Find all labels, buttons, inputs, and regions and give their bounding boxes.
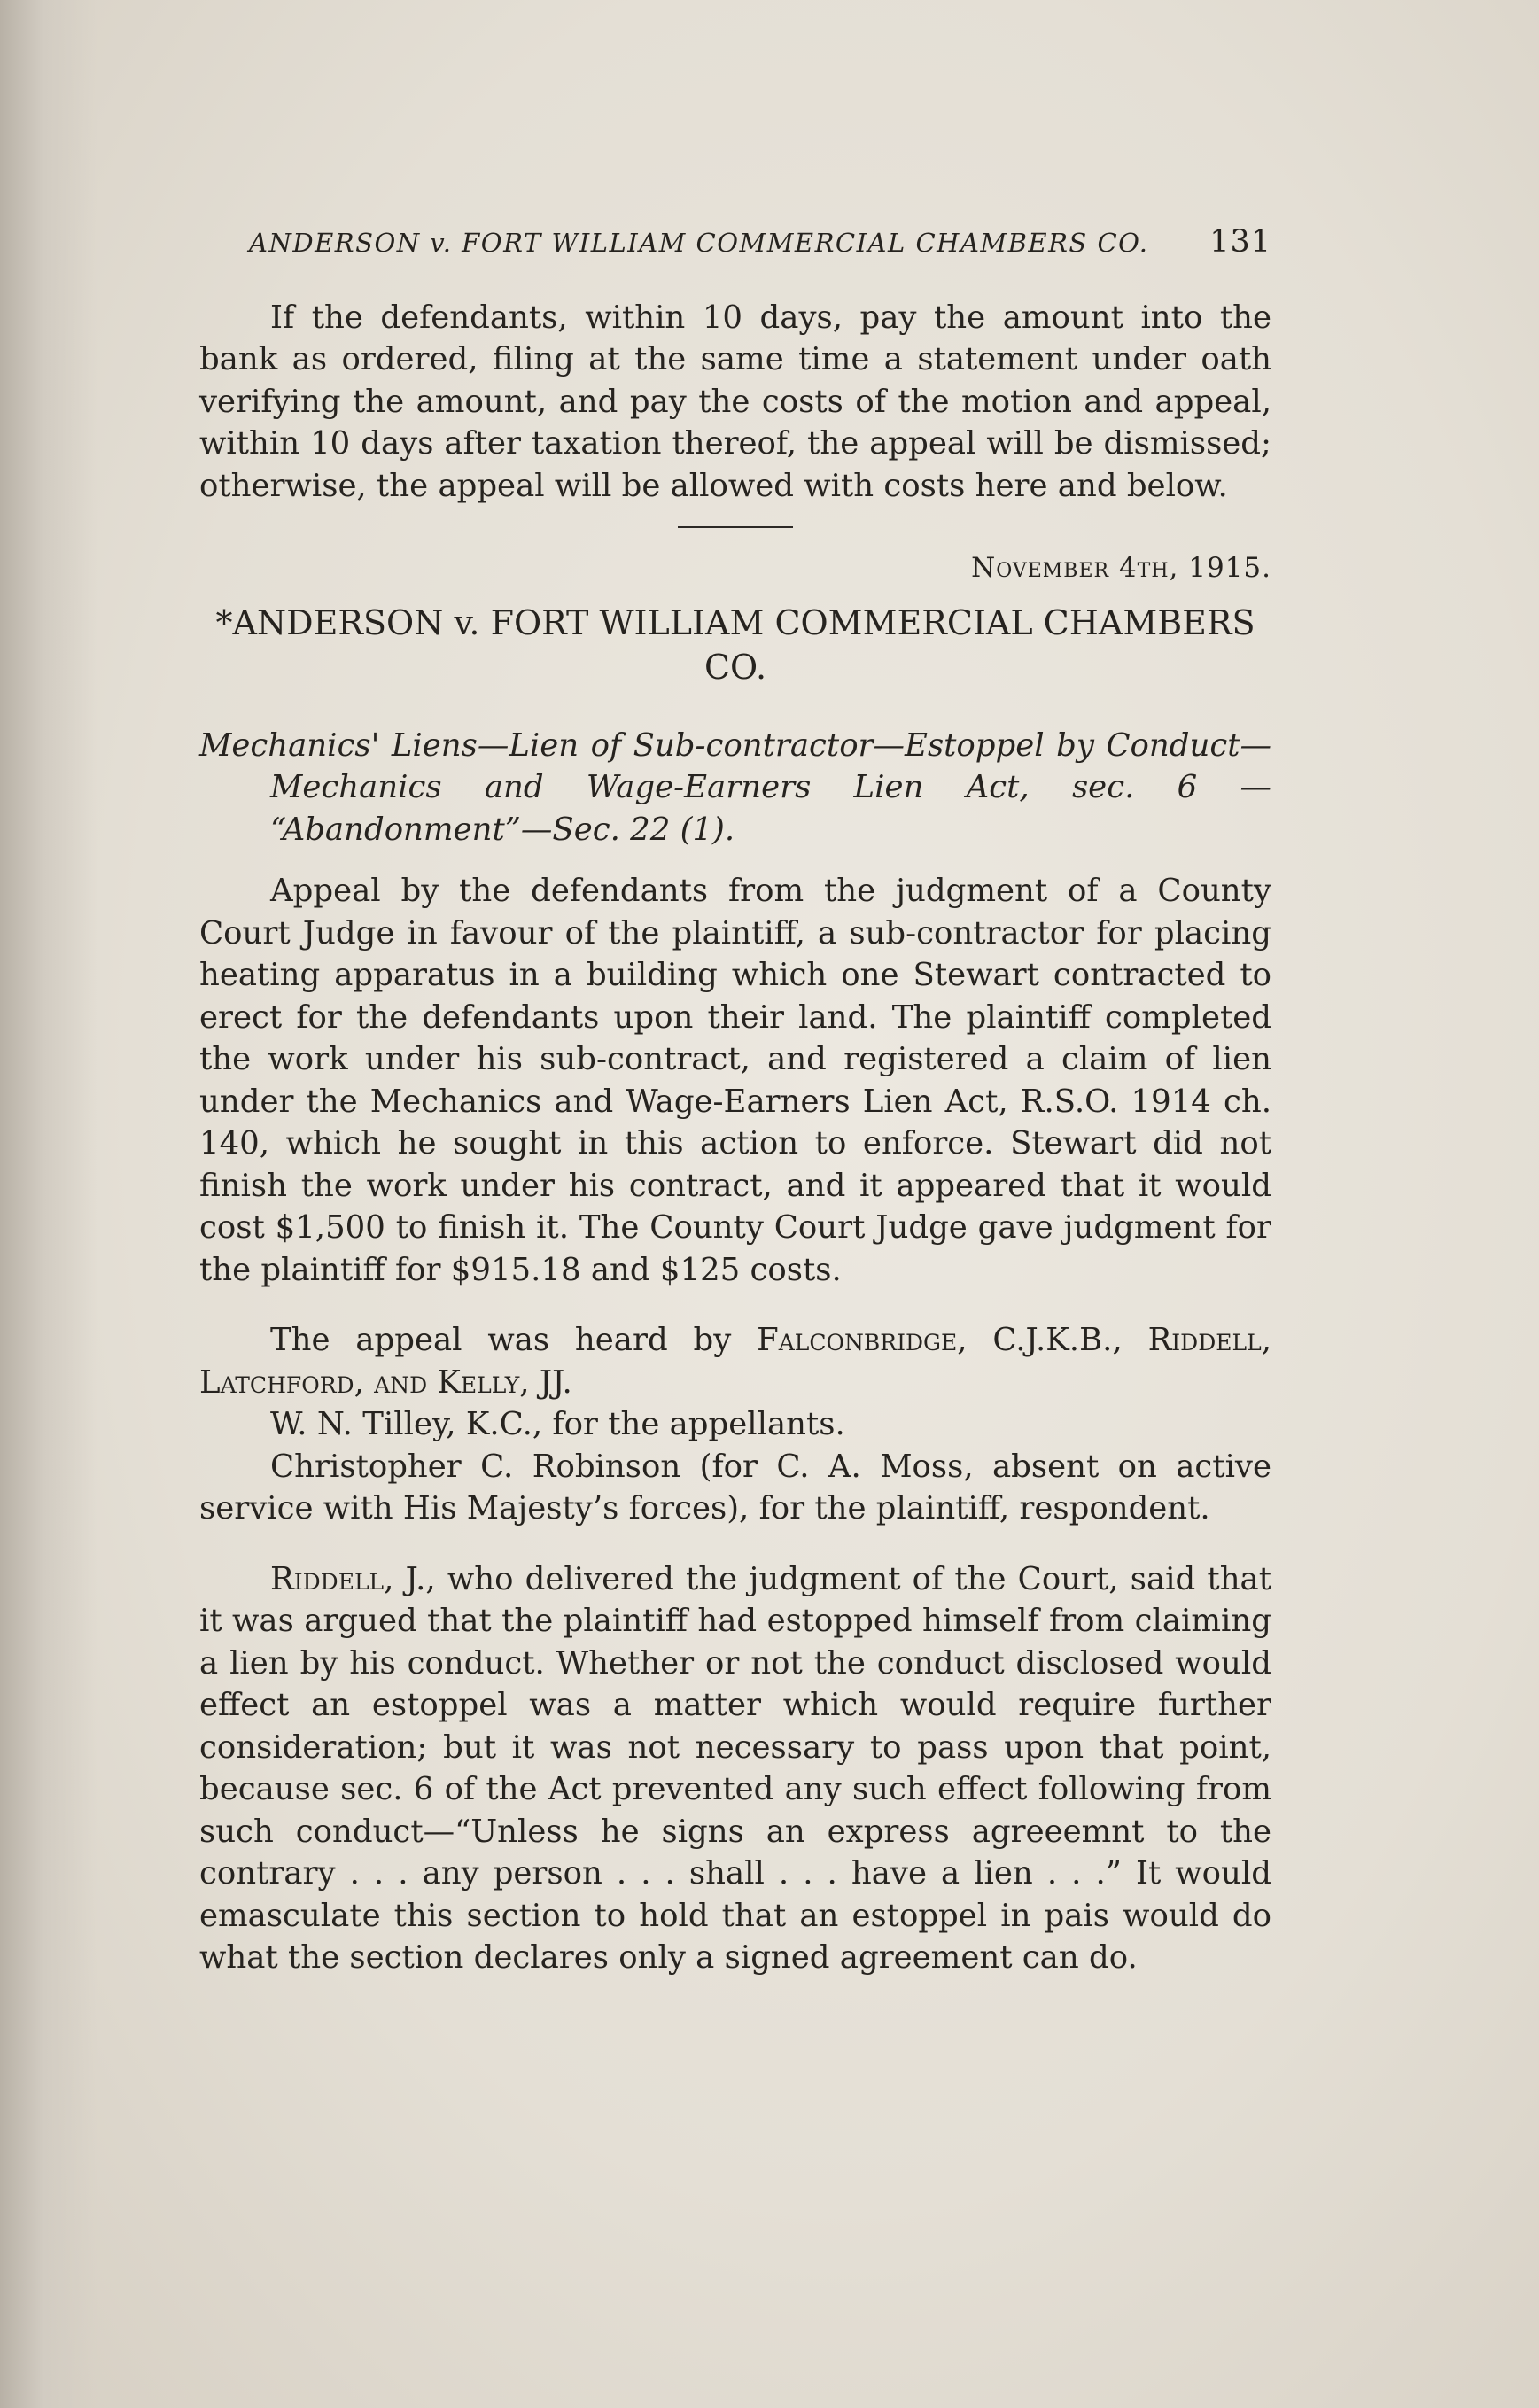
bench-paragraph <box>199 1319 1271 1403</box>
counsel-respondent: Christopher C. Robinson (for C. A. Moss, absent on active service with His Majesty’s forces), for the plaintiff, respondent. <box>199 1448 1271 1526</box>
page-spine-shadow <box>0 0 97 2408</box>
running-head <box>199 221 1271 265</box>
facts-paragraph: Appeal by the defendants from the judgment of a County Court Judge in favour of the plaintiff, a sub-contractor for placing heating apparatus in a building which one Stewart contracted to erect for the defendants upon their land. The plaintiff completed the work under his sub-contract, and registered a claim of lien under the Mechanics and Wage-Earners Lien Act, R.S.O. 1914 ch. 140, which he sought in this action to enforce. Stewart did not finish the work under his contract, and it appeared that it would cost $1,500 to finish it. The County Court Judge gave judgment for the plaintiff for $915.18 and $125 costs. <box>199 873 1271 1288</box>
section-divider <box>678 526 793 528</box>
headnote: Mechanics' Liens—Lien of Sub-contractor—Estoppel by Conduct—Mechanics and Wage-Earners Lien Act, sec. 6 — “Abandonment”—Sec. 22 (1). <box>199 726 1271 848</box>
judgment-judge: Riddell, J., <box>270 1560 436 1597</box>
running-head-title: ANDERSON v. FORT WILLIAM COMMERCIAL CHAMBERS CO. <box>249 228 1149 258</box>
page-number: 131 <box>1209 224 1271 260</box>
page-content <box>199 221 1271 1979</box>
judgment-paragraph <box>199 1558 1271 1979</box>
bench-intro: The appeal was heard by <box>270 1322 758 1358</box>
decision-date: November 4th, 1915. <box>971 552 1271 584</box>
judgment-text: who delivered the judgment of the Court, said that it was argued that the plaintiff had estopped himself from claiming a lien by his conduct. Whether or not the conduct disclosed would effect an estoppel was a matter which would require further consideration; but it was not necessary to pass upon that point, because sec. 6 of the Act prevented any such effect following from such conduct—“Unless he signs an express agreeemnt to the contrary . . . any person . . . shall . . . have a lien . . .” It would emasculate this section to hold that an estoppel in pais would do what the section declares only a signed agreement can do. <box>199 1560 1271 1976</box>
order-paragraph: If the defendants, within 10 days, pay the amount into the bank as ordered, filing at the same time a statement under oath verifying the amount, and pay the costs of the motion and appeal, within 10 days after taxation thereof, the appeal will be dismissed; otherwise, the appeal will be allowed with costs here and below. <box>199 299 1271 504</box>
counsel-appellants: W. N. Tilley, K.C., for the appellants. <box>270 1406 845 1442</box>
case-title: *ANDERSON v. FORT WILLIAM COMMERCIAL CHAMBERS CO. <box>215 602 1255 687</box>
bench-judges: Falconbridge, C.J.K.B., Riddell, Latchford, and Kelly, JJ. <box>199 1322 1271 1401</box>
